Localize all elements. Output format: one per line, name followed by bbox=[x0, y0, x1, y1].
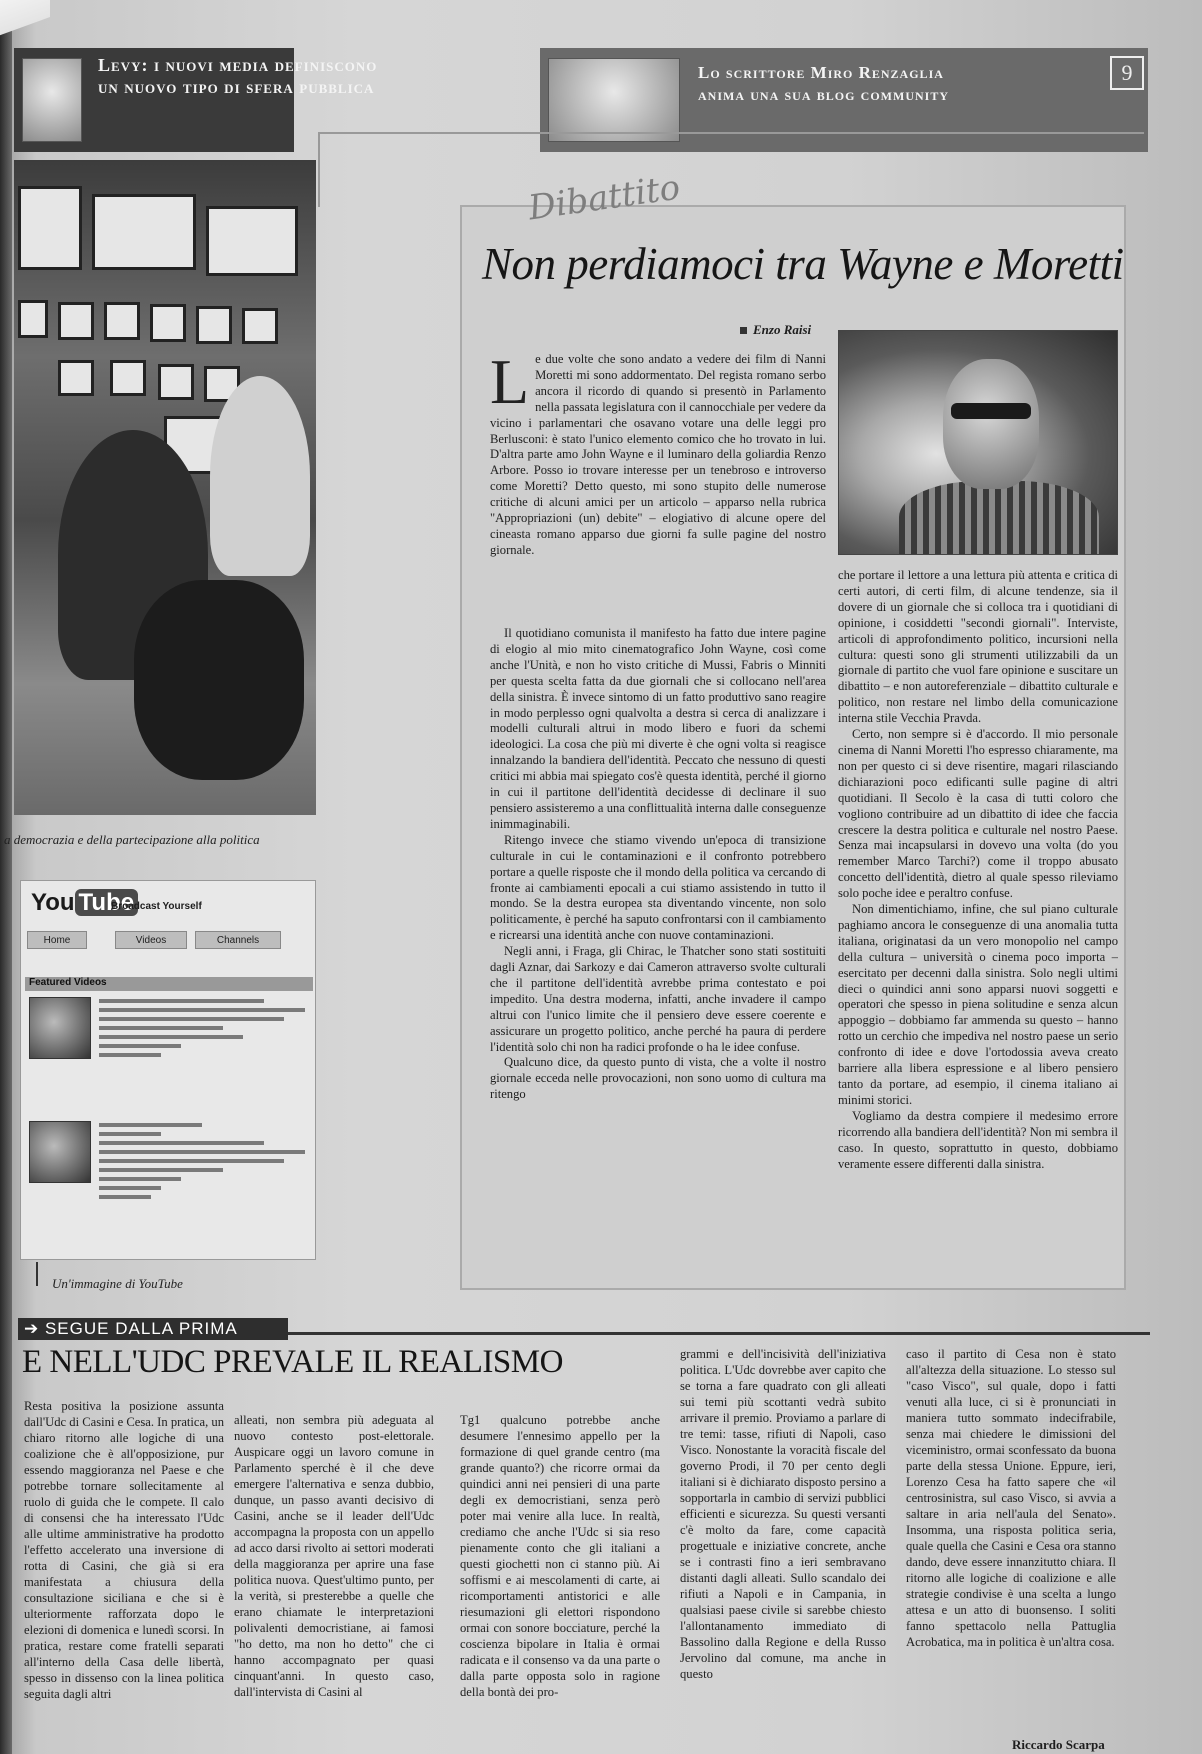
control-room-photo bbox=[14, 160, 316, 815]
section-label: ➔ SEGUE DALLA PRIMA bbox=[18, 1318, 288, 1340]
youtube-caption: Un'immagine di YouTube bbox=[52, 1276, 183, 1291]
bottom-author-signature: Riccardo Scarpa bbox=[1012, 1737, 1105, 1752]
author-portrait-photo bbox=[838, 330, 1118, 555]
article-frame-top bbox=[318, 132, 1144, 207]
header-left-title-line2: un nuovo tipo di sfera pubblica bbox=[98, 77, 375, 97]
header-right-title-line1: Lo scrittore Miro Renzaglia bbox=[698, 63, 944, 82]
youtube-screenshot bbox=[20, 880, 316, 1260]
section-rule bbox=[288, 1332, 1150, 1335]
youtube-featured-header: Featured Videos bbox=[25, 977, 313, 991]
article-author: Enzo Raisi bbox=[740, 322, 811, 338]
article-paragraph: Negli anni, i Fraga, gli Chirac, le Thatcher sono stati sostituiti dagli Aznar, dai Sarkozy e dai Cameron attraverso svolte culturali che il partitone dell'identità avrebbe prima contestato e poi impedito. Una destra moderna, infatti, anche invadere il campo altrui con l'unico limite che il pensiero deve essere coerente e assicurare un progetto politico, anche perché ha paura di perdere l'identità solo chi non ha radici profonde o ha le idee confuse. bbox=[490, 944, 826, 1054]
article-paragraph: Vogliamo da destra compiere il medesimo errore ricorrendo alla bandiera dell'identità? Non mi sembra il caso. In questo, soprattutto in questo, dobbiamo veramente essere differenti dalla sinistra. bbox=[838, 1108, 1118, 1171]
header-thumb-portrait bbox=[22, 58, 82, 142]
header-right-title-line2: anima una sua blog community bbox=[698, 85, 949, 104]
header-left-title[interactable] bbox=[98, 54, 377, 98]
article-left-column bbox=[490, 626, 826, 1103]
article-intro-column: Le due volte che sono andato a vedere dei film di Nanni Moretti mi sono addormentato. Del regista romano serbo ancora il ricordo di quando si presentò in Parlamento nella passata legislatura con il cannocchiale per vedere da vicino i parlamentari che osavano votare una delle leggi pro Berlusconi: è stato l'unico elemento comico che ho trovato in lui. D'altra parte amo John Wayne e il luminaro della goliardia Renzo Arbore. Posso io trovare interesse per un tenebroso e introverso come Moretti? Detto questo, mi sono stupito delle numerose critiche di alcuni amici per un articolo – apparso nella rubrica "Appropriazioni (un) debite" – elogiativo di alcune opere del cineasta romano apparso due giorni fa sulle pagine del nostro giornale. bbox=[490, 352, 826, 557]
page-spine bbox=[0, 0, 12, 1754]
youtube-video-thumb bbox=[29, 997, 91, 1059]
caption-rule bbox=[36, 1262, 38, 1286]
photo-caption: a democrazia e della partecipazione alla politica bbox=[4, 832, 260, 847]
article-paragraph: Certo, non sempre si è d'accordo. Il mio personale cinema di Nanni Moretti l'ho espresso chiaramente, ma non per questo ci si deve risentire, magari rilasciando dichiarazioni poco edificanti sulle pagine di altri quotidiani. Il Secolo è la casa di tutti coloro che vogliono contribuire ad un dibattito di idee che faccia crescere la destra politica e culturale nel nostro Paese. Senza mai incapsularsi in dovevo una volta (do you remember Marco Tarchi?) come il troppo abusato concetto dell'identità, dietro al quale spesso rileviamo solo poche idee e peraltro confuse. bbox=[838, 727, 1118, 901]
article-right-column bbox=[838, 568, 1118, 1172]
article-paragraph: Ritengo invece che stiamo vivendo un'epoca di transizione culturale in cui le contaminazioni e il confronto potrebbero portare a quelle risposte che il mondo della politica va cercando di fronte ai cambiamenti epocali a cui stiamo assistendo in tutto il mondo. Se la destra europea sta diventando vincente, non solo politicamente, è perché ha saputo confrontarsi con il cambiamento e ricrearsi una identità anche con nuove contaminazioni. bbox=[490, 832, 826, 943]
youtube-tab-videos: Videos bbox=[115, 931, 187, 949]
page-number: 9 bbox=[1110, 56, 1144, 90]
article-kicker: Dibattito bbox=[525, 167, 683, 229]
header-right-title[interactable] bbox=[698, 62, 949, 106]
bottom-column-3: Tg1 qualcuno potrebbe anche desumere l'ennesimo appello per la formazione di quel grande centro (ma grande quanto?) che ricorre ormai da quindici anni nei pensieri di una parte degli ex democristiani, senza però poter mai venire alla luce. In realtà, crediamo che anche l'Udc si sia reso pienamente conto che gli italiani a questi giochetti non ci stanno più. Ai soffismi e ai mescolamenti di carte, ai ricomportamenti antistorici e alle riesumazioni gli elettori rispondono ormai con sonore bocciature, perché la coscienza bipolare in Italia è ormai radicata e il consenso va da una parte o dalla parte opposta solo in ragione della bontà dei pro- bbox=[460, 1413, 660, 1699]
facing-page-corner bbox=[0, 0, 50, 40]
bottom-column-4: grammi e dell'incisività dell'iniziativa politica. L'Udc dovrebbe aver capito che se torna a fare quadrato con gli alleati sui temi più scottanti vedrà subito arrivare il premio. Proviamo a parlare di tre temi: tasse, rifiuti di Napoli, caso Visco. Nonostante la voracità fiscale del governo Prodi, il 70 per cento degli italiani si è dichiarato disposto persino a sopportarla in cambio di servizi pubblici efficienti e sicurezza. Su questi versanti c'è molto da fare, come capacità progettuale e iniziative concrete, anche se i contrasti fino a ieri sembravano distanti dagli alleati. Sullo scandalo dei rifiuti a Napoli e in Campania, in qualsiasi paese civile si sarebbe chiesto l'allontanamento immediato di Bassolino dalla Regione e della Russo Jervolino dal comune, ma anche in questo bbox=[680, 1347, 886, 1681]
youtube-tab-home: Home bbox=[27, 931, 87, 949]
youtube-video-info bbox=[99, 1123, 305, 1204]
header-thumb-blog bbox=[548, 58, 680, 142]
youtube-tagline: Broadcast Yourself bbox=[111, 901, 202, 912]
article-headline: Non perdiamoci tra Wayne e Moretti bbox=[482, 239, 1124, 289]
article-paragraph: che portare il lettore a una lettura più attenta e critica di certi autori, di certi film, di alcune tendenze, sia il dovere di un giornale che si colloca tra i quotidiani di opinione, i cosiddetti "secondi giornali". Interviste, articoli di approfondimento politico, incursioni nella cultura: questi sono gli strumenti utilizzabili da un giornale di partito che vuol fare opinione e suscitare un dibattito – e non autoreferenziale – dibattito culturale e politico, non restare nel limbo della comunicazione interna stile Vecchia Pravda. bbox=[838, 568, 1118, 726]
bottom-column-1: Resta positiva la posizione assunta dall'Udc di Casini e Cesa. In pratica, un chiaro ritorno alle logiche di una coalizione che è all'opposizione, pur essendo maggioranza nel Paese e che potrebbe tornare sollecitamente al ruolo di guida che le compete. Il calo di consensi che ha interessato l'Udc alle ultime amministrative ha prodotto l'effetto accelerato una inversione di rotta di Casini, che già si era manifestata a chiusura della consultazione siciliana e che si è ulteriormente rafforzata dopo le elezioni di domenica e lunedì scorsi. In pratica, restare come fratelli separati all'interno della Casa delle libertà, spesso in dissenso con la linea politica seguita dagli altri bbox=[24, 1399, 224, 1701]
bottom-column-5: caso il partito di Cesa non è stato all'altezza della situazione. Lo stesso sul "caso Visco", sul quale, dopo i fatti venuti alla luce, ci si è pronunciati in maniera tutto sommato indecifrabile, senza mai chiedere le dimissioni del viceministro, ormai sconfessato da buona parte della stessa Unione. Eppure, ieri, Lorenzo Cesa ha fatto sapere che «il centrosinistra, sul caso Visco, si avvia a saltare in aria nell'aula del Senato». Insomma, una risposta politica seria, quale quella che Casini e Cesa ora stanno dando, deve essere innanzitutto chiara. Il ritorno alle logiche di coalizione e alle strategie condivise è una scelta a lungo attesa e un atto di buonsenso. I soliti fanno spettacolo nella Pattuglia Acrobatica, ma in politica è un'altra cosa. bbox=[906, 1347, 1116, 1649]
youtube-video-info bbox=[99, 999, 305, 1062]
youtube-video-thumb bbox=[29, 1121, 91, 1183]
bottom-headline: E NELL'UDC PREVALE IL REALISMO bbox=[22, 1344, 563, 1380]
youtube-tab-channels: Channels bbox=[195, 931, 281, 949]
header-left-title-line1: Levy: i nuovi media definiscono bbox=[98, 55, 378, 75]
article-paragraph: Qualcuno dice, da questo punto di vista, che a volte il nostro giornale ecceda nelle provocazioni, non sono uomo di cultura ma ritengo bbox=[490, 1055, 826, 1102]
youtube-logo: You Tube bbox=[31, 889, 138, 917]
bottom-column-2: alleati, non sembra più adeguata al nuovo contesto post-elettorale. Auspicare oggi un lavoro comune in Parlamento sperché è il che deve emergere l'alternativa e senza dubbio, dunque, un passo avanti decisivo di Casini, anche se il leader dell'Udc accompagna la proposta con un appello ad acco darsi rivolto ai settori moderati della maggioranza per aprire una fase politica nuova. Quest'ultimo punto, per la verità, si presterebbe a quelle che erano chiamate le interpretazioni polivalenti democristiane, ai famosi "ho detto, ma non ho detto" che ci hanno accompagnato per quasi cinquant'anni. In questo caso, dall'intervista di Casini al bbox=[234, 1413, 434, 1699]
article-paragraph: Il quotidiano comunista il manifesto ha fatto due intere pagine di elogio al mio mito cinematografico John Wayne, così come anche l'Unità, e non ho visto critiche di Mussi, Fabris o Minniti per questa scelta fatta da due giornali che si collocano nell'area della sinistra. È invece sintomo di un fatto produttivo sano reagire in modo perplesso ogni qualvolta a destra si cerca di analizzare i modelli culturali altrui in modo libero e fuori da schemi ideologici. La cosa che più mi diverte è che ogni volta si reagisce innalzando la bandiera dell'identità. Peccato che nessuno di questi critici mi abbia mai spiegato cos'è questa identità, perché il giorno in cui il partitone dell'identità decidesse di declinare il suo pensiero assisteremo a una conflittualità interna dalle conseguenze inimmaginabili. bbox=[490, 626, 826, 831]
drop-cap: L bbox=[490, 352, 530, 417]
article-paragraph: Non dimentichiamo, infine, che sul piano culturale paghiamo ancora le conseguenze di una anomalia tutta italiana, originatasi da un vero monopolio nel campo della cultura – università o cinema poco importa – esercitato per decenni dalla sinistra. Solo negli ultimi dieci o quindici anni sono apparsi nuovi soggetti e operatori che spesso in piena solitudine e senza alcun appoggio – dobbiamo far ammenda su questo – hanno rotto un cerchio che impediva nel nostro paese un serio confronto di idee e dove l'ortodossia aveva creato barriere alla libera espressione e al libero pensiero tanto da portare, ad esempio, il cinema italiano ai minimi storici. bbox=[838, 902, 1118, 1107]
